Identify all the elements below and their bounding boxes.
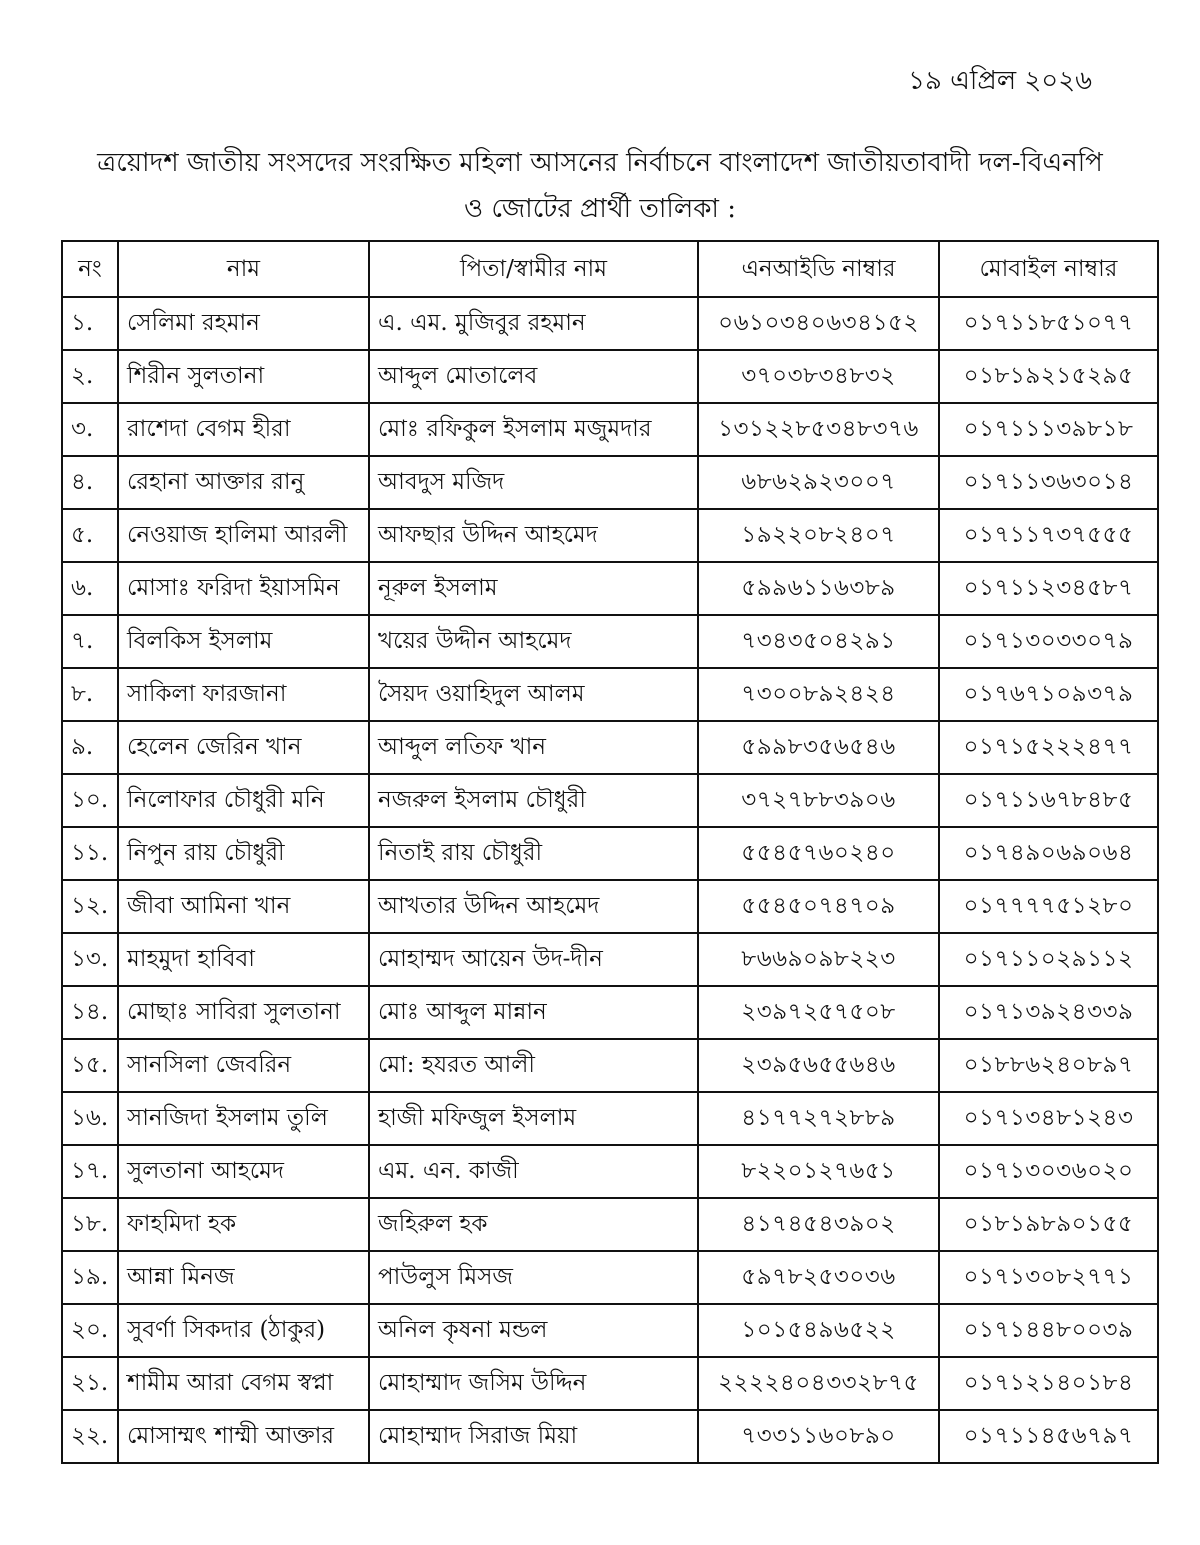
table-row bbox=[62, 562, 1158, 615]
cell-name: হেলেন জেরিন খান bbox=[118, 721, 369, 774]
cell-serial: ৯. bbox=[62, 721, 118, 774]
candidate-table bbox=[61, 240, 1159, 1464]
cell-mobile-number: ০১৮৮৬২৪০৮৯৭ bbox=[939, 1039, 1158, 1092]
cell-serial: ৩. bbox=[62, 403, 118, 456]
cell-father-husband-name: মোঃ আব্দুল মান্নান bbox=[369, 986, 698, 1039]
cell-nid-number: ৫৯৯৮৩৫৬৫৪৬ bbox=[698, 721, 939, 774]
cell-mobile-number: ০১৭১৩০৩৬০২০ bbox=[939, 1145, 1158, 1198]
table-row bbox=[62, 403, 1158, 456]
cell-name: জীবা আমিনা খান bbox=[118, 880, 369, 933]
cell-name: রাশেদা বেগম হীরা bbox=[118, 403, 369, 456]
cell-mobile-number: ০১৭১২১৪০১৮৪ bbox=[939, 1357, 1158, 1410]
cell-mobile-number: ০১৭১১১৩৯৮১৮ bbox=[939, 403, 1158, 456]
cell-serial: ২২. bbox=[62, 1410, 118, 1463]
table-row bbox=[62, 615, 1158, 668]
cell-serial: ১৫. bbox=[62, 1039, 118, 1092]
table-header-row bbox=[62, 241, 1158, 297]
cell-nid-number: ৫৯৭৮২৫৩০৩৬ bbox=[698, 1251, 939, 1304]
cell-nid-number: ৭৩৪৩৫০৪২৯১ bbox=[698, 615, 939, 668]
header-sl: নং bbox=[62, 241, 118, 297]
table-row bbox=[62, 456, 1158, 509]
cell-serial: ১৮. bbox=[62, 1198, 118, 1251]
cell-name: আন্না মিনজ bbox=[118, 1251, 369, 1304]
heading-line-2: ও জোটের প্রার্থী তালিকা : bbox=[463, 194, 737, 224]
cell-serial: ২০. bbox=[62, 1304, 118, 1357]
cell-father-husband-name: আবদুস মজিদ bbox=[369, 456, 698, 509]
table-row bbox=[62, 880, 1158, 933]
cell-serial: ১৩. bbox=[62, 933, 118, 986]
cell-serial: ৭. bbox=[62, 615, 118, 668]
cell-name: মাহমুদা হাবিবা bbox=[118, 933, 369, 986]
cell-nid-number: ১৯২২০৮২৪০৭ bbox=[698, 509, 939, 562]
cell-father-husband-name: মো: হযরত আলী bbox=[369, 1039, 698, 1092]
cell-name: নিপুন রায় চৌধুরী bbox=[118, 827, 369, 880]
cell-serial: ২১. bbox=[62, 1357, 118, 1410]
cell-nid-number: ৬৮৬২৯২৩০০৭ bbox=[698, 456, 939, 509]
cell-mobile-number: ০১৭১৩৪৮১২৪৩ bbox=[939, 1092, 1158, 1145]
cell-name: নেওয়াজ হালিমা আরলী bbox=[118, 509, 369, 562]
document-date: ১৯ এপ্রিল ২০২৬ bbox=[908, 66, 1092, 96]
cell-nid-number: ০৬১০৩৪০৬৩৪১৫২ bbox=[698, 297, 939, 350]
cell-nid-number: ৫৫৪৫৭৬০২৪০ bbox=[698, 827, 939, 880]
cell-mobile-number: ০১৭১১৭৩৭৫৫৫ bbox=[939, 509, 1158, 562]
cell-name: শিরীন সুলতানা bbox=[118, 350, 369, 403]
cell-nid-number: ২৩৯৭২৫৭৫০৮ bbox=[698, 986, 939, 1039]
cell-serial: ১৪. bbox=[62, 986, 118, 1039]
cell-serial: ৮. bbox=[62, 668, 118, 721]
cell-father-husband-name: মোহাম্মদ আয়েন উদ-দীন bbox=[369, 933, 698, 986]
table-row bbox=[62, 1304, 1158, 1357]
cell-nid-number: ৪১৭৪৫৪৩৯০২ bbox=[698, 1198, 939, 1251]
cell-father-husband-name: সৈয়দ ওয়াহিদুল আলম bbox=[369, 668, 698, 721]
cell-father-husband-name: জহিরুল হক bbox=[369, 1198, 698, 1251]
cell-mobile-number: ০১৭১১৮৫১০৭৭ bbox=[939, 297, 1158, 350]
cell-name: শামীম আরা বেগম স্বপ্না bbox=[118, 1357, 369, 1410]
cell-serial: ১২. bbox=[62, 880, 118, 933]
cell-father-husband-name: আব্দুল লতিফ খান bbox=[369, 721, 698, 774]
cell-father-husband-name: পাউলুস মিসজ bbox=[369, 1251, 698, 1304]
cell-mobile-number: ০১৭৪৯০৬৯০৬৪ bbox=[939, 827, 1158, 880]
table-row bbox=[62, 1198, 1158, 1251]
cell-mobile-number: ০১৭৬৭১০৯৩৭৯ bbox=[939, 668, 1158, 721]
cell-mobile-number: ০১৭১৩৯২৪৩৩৯ bbox=[939, 986, 1158, 1039]
cell-father-husband-name: আফছার উদ্দিন আহমেদ bbox=[369, 509, 698, 562]
cell-father-husband-name: নূরুল ইসলাম bbox=[369, 562, 698, 615]
cell-name: মোসাম্মৎ শাম্মী আক্তার bbox=[118, 1410, 369, 1463]
cell-mobile-number: ০১৭১১৩৬৩০১৪ bbox=[939, 456, 1158, 509]
table-row bbox=[62, 350, 1158, 403]
cell-name: ফাহমিদা হক bbox=[118, 1198, 369, 1251]
cell-father-husband-name: নিতাই রায় চৌধুরী bbox=[369, 827, 698, 880]
header-father: পিতা/স্বামীর নাম bbox=[369, 241, 698, 297]
cell-name: সুলতানা আহমেদ bbox=[118, 1145, 369, 1198]
table-row bbox=[62, 1251, 1158, 1304]
cell-mobile-number: ০১৭১১২৩৪৫৮৭ bbox=[939, 562, 1158, 615]
cell-mobile-number: ০১৭৭৭৭৫১২৮০ bbox=[939, 880, 1158, 933]
cell-father-husband-name: আব্দুল মোতালেব bbox=[369, 350, 698, 403]
cell-mobile-number: ০১৭১৩০৮২৭৭১ bbox=[939, 1251, 1158, 1304]
cell-nid-number: ২৩৯৫৬৫৫৬৪৬ bbox=[698, 1039, 939, 1092]
cell-mobile-number: ০১৮১৯৮৯০১৫৫ bbox=[939, 1198, 1158, 1251]
table-row bbox=[62, 774, 1158, 827]
cell-nid-number: ৫৫৪৫০৭৪৭০৯ bbox=[698, 880, 939, 933]
table-row bbox=[62, 668, 1158, 721]
cell-father-husband-name: এম. এন. কাজী bbox=[369, 1145, 698, 1198]
cell-serial: ৪. bbox=[62, 456, 118, 509]
table-row bbox=[62, 509, 1158, 562]
cell-mobile-number: ০১৮১৯২১৫২৯৫ bbox=[939, 350, 1158, 403]
cell-name: নিলোফার চৌধুরী মনি bbox=[118, 774, 369, 827]
cell-father-husband-name: খয়ের উদ্দীন আহমেদ bbox=[369, 615, 698, 668]
cell-nid-number: ৮৬৬৯০৯৮২২৩ bbox=[698, 933, 939, 986]
cell-serial: ১০. bbox=[62, 774, 118, 827]
cell-name: সানজিদা ইসলাম তুলি bbox=[118, 1092, 369, 1145]
cell-nid-number: ৫৯৯৬১১৬৩৮৯ bbox=[698, 562, 939, 615]
cell-mobile-number: ০১৭১৩০৩৩০৭৯ bbox=[939, 615, 1158, 668]
cell-serial: ২. bbox=[62, 350, 118, 403]
cell-nid-number: ১৩১২২৮৫৩৪৮৩৭৬ bbox=[698, 403, 939, 456]
table-body bbox=[62, 297, 1158, 1463]
cell-nid-number: ৮২২০১২৭৬৫১ bbox=[698, 1145, 939, 1198]
cell-nid-number: ৩৭২৭৮৮৩৯০৬ bbox=[698, 774, 939, 827]
header-mobile: মোবাইল নাম্বার bbox=[939, 241, 1158, 297]
header-nid: এনআইডি নাম্বার bbox=[698, 241, 939, 297]
cell-mobile-number: ০১৭১১০২৯১১২ bbox=[939, 933, 1158, 986]
cell-mobile-number: ০১৭১৫২২২৪৭৭ bbox=[939, 721, 1158, 774]
table-row bbox=[62, 297, 1158, 350]
cell-serial: ৬. bbox=[62, 562, 118, 615]
cell-father-husband-name: এ. এম. মুজিবুর রহমান bbox=[369, 297, 698, 350]
cell-father-husband-name: আখতার উদ্দিন আহমেদ bbox=[369, 880, 698, 933]
cell-nid-number: ৪১৭৭২৭২৮৮৯ bbox=[698, 1092, 939, 1145]
table-row bbox=[62, 1092, 1158, 1145]
cell-father-husband-name: হাজী মফিজুল ইসলাম bbox=[369, 1092, 698, 1145]
cell-name: সুবর্ণা সিকদার (ঠাকুর) bbox=[118, 1304, 369, 1357]
cell-mobile-number: ০১৭১১৬৭৮৪৮৫ bbox=[939, 774, 1158, 827]
header-name: নাম bbox=[118, 241, 369, 297]
cell-serial: ১. bbox=[62, 297, 118, 350]
cell-father-husband-name: মোঃ রফিকুল ইসলাম মজুমদার bbox=[369, 403, 698, 456]
table-row bbox=[62, 1145, 1158, 1198]
cell-serial: ১৯. bbox=[62, 1251, 118, 1304]
cell-serial: ১১. bbox=[62, 827, 118, 880]
cell-serial: ৫. bbox=[62, 509, 118, 562]
heading-line-1: ত্রয়োদশ জাতীয় সংসদের সংরক্ষিত মহিলা আসনের নির্বাচনে বাংলাদেশ জাতীয়তাবাদী দল-বিএনপি bbox=[97, 148, 1103, 178]
cell-nid-number: ২২২২৪০৪৩৩২৮৭৫ bbox=[698, 1357, 939, 1410]
table-row bbox=[62, 933, 1158, 986]
cell-name: বিলকিস ইসলাম bbox=[118, 615, 369, 668]
cell-nid-number: ১০১৫৪৯৬৫২২ bbox=[698, 1304, 939, 1357]
cell-father-husband-name: মোহাম্মাদ জসিম উদ্দিন bbox=[369, 1357, 698, 1410]
table-row bbox=[62, 827, 1158, 880]
table-row bbox=[62, 721, 1158, 774]
table-row bbox=[62, 986, 1158, 1039]
cell-father-husband-name: মোহাম্মাদ সিরাজ মিয়া bbox=[369, 1410, 698, 1463]
cell-name: সানসিলা জেবরিন bbox=[118, 1039, 369, 1092]
cell-mobile-number: ০১৭১১৪৫৬৭৯৭ bbox=[939, 1410, 1158, 1463]
cell-name: রেহানা আক্তার রানু bbox=[118, 456, 369, 509]
cell-mobile-number: ০১৭১৪৪৮০০৩৯ bbox=[939, 1304, 1158, 1357]
cell-nid-number: ৭৩০০৮৯২৪২৪ bbox=[698, 668, 939, 721]
cell-serial: ১৭. bbox=[62, 1145, 118, 1198]
cell-name: মোসাঃ ফরিদা ইয়াসমিন bbox=[118, 562, 369, 615]
cell-name: সাকিলা ফারজানা bbox=[118, 668, 369, 721]
table-row bbox=[62, 1039, 1158, 1092]
cell-father-husband-name: নজরুল ইসলাম চৌধুরী bbox=[369, 774, 698, 827]
cell-name: মোছাঃ সাবিরা সুলতানা bbox=[118, 986, 369, 1039]
cell-serial: ১৬. bbox=[62, 1092, 118, 1145]
table-row bbox=[62, 1357, 1158, 1410]
cell-name: সেলিমা রহমান bbox=[118, 297, 369, 350]
cell-nid-number: ৭৩৩১১৬০৮৯০ bbox=[698, 1410, 939, 1463]
table-row bbox=[62, 1410, 1158, 1463]
cell-nid-number: ৩৭০৩৮৩৪৮৩২ bbox=[698, 350, 939, 403]
cell-father-husband-name: অনিল কৃষনা মন্ডল bbox=[369, 1304, 698, 1357]
document-heading bbox=[40, 140, 1160, 232]
